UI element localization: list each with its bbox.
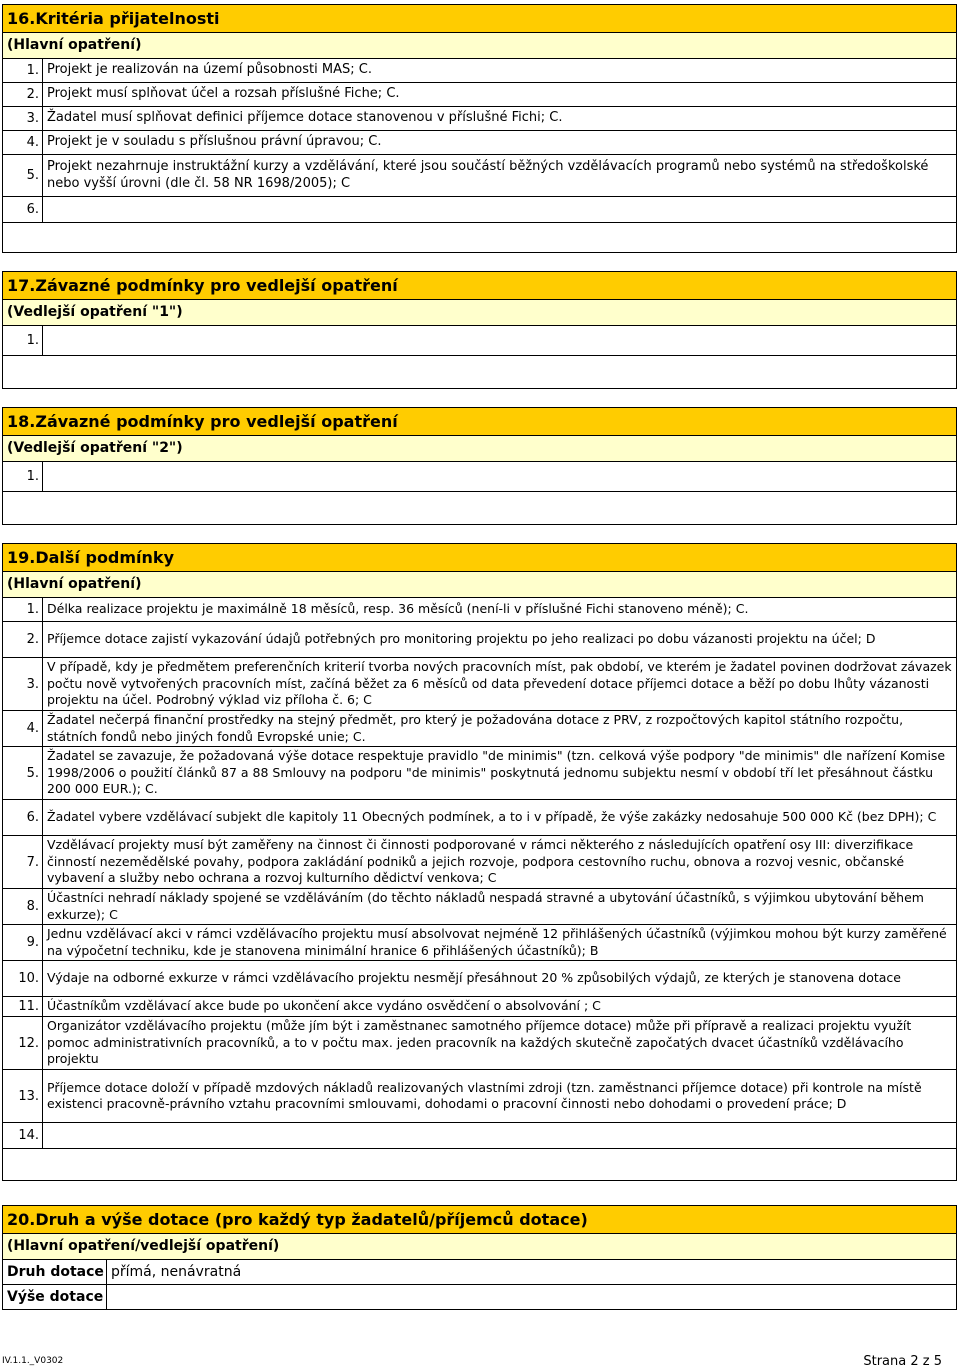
row-text: [43, 462, 956, 491]
row-number: 11.: [3, 997, 43, 1016]
section-18: [2, 407, 957, 525]
row-text: Projekt je v souladu s příslušnou právní úpravou; C.: [47, 134, 382, 150]
section-20-title: 20.Druh a výše dotace (pro každý typ žadatelů/příjemců dotace): [2, 1205, 957, 1234]
row-number: 1.: [3, 59, 43, 82]
section-17: [2, 271, 957, 389]
row-number: 2.: [3, 622, 43, 657]
row-text: Žadatel se zavazuje, že požadovaná výše dotace respektuje pravidlo "de minimis" (tzn. celková výše podpory "de minimis" dle nařízení Komise 1998/2006 o použití článků 87 a 88 Smlouvy na podporu "de minimis" poskytnutá jednomu subjektu nesmí v období tří let přesáhnout částku 200 000 EUR.); C.: [47, 748, 946, 797]
table-row: [2, 83, 957, 107]
row-text: Účastníci nehradí náklady spojené se vzděláváním (do těchto nákladů nespadá stravné a ubytování účastníků, s výjimkou ubytování během exkurze); C: [47, 890, 924, 922]
blank-row: [2, 223, 957, 253]
table-row: [2, 155, 957, 197]
row-number: 5.: [3, 155, 43, 196]
section-16-subtitle: (Hlavní opatření): [2, 33, 957, 59]
row-number: 14.: [3, 1123, 43, 1148]
row-text: Příjemce dotace zajistí vykazování údajů potřebných pro monitoring projektu po jeho realizaci po dobu vázanosti projektu na účel; D: [47, 631, 876, 647]
table-row: [2, 462, 957, 492]
table-row: [2, 326, 957, 356]
section-17-title: 17.Závazné podmínky pro vedlejší opatření: [2, 271, 957, 300]
vyse-dotace-label: Výše dotace: [3, 1285, 107, 1309]
table-row: [2, 889, 957, 925]
table-row: [2, 961, 957, 997]
table-row: [2, 747, 957, 800]
section-20: [2, 1205, 957, 1310]
section-19-title: 19.Další podmínky: [2, 543, 957, 572]
row-number: 1.: [3, 326, 43, 355]
table-row: [2, 197, 957, 223]
vyse-dotace-value: [107, 1285, 956, 1309]
row-number: 6.: [3, 197, 43, 222]
row-number: 1.: [3, 598, 43, 621]
section-20-subtitle: (Hlavní opatření/vedlejší opatření): [2, 1234, 957, 1260]
row-text: [43, 1123, 956, 1148]
row-number: 6.: [3, 800, 43, 835]
row-text: Žadatel vybere vzdělávací subjekt dle kapitoly 11 Obecných podmínek, a to i v případě, že výše zakázky nedosahuje 500 000 Kč (bez DPH); C: [47, 809, 937, 825]
row-text: Projekt musí splňovat účel a rozsah příslušné Fiche; C.: [47, 86, 400, 102]
row-text: Příjemce dotace doloží v případě mzdových nákladů realizovaných vlastními zdroji (tzn. zaměstnanci příjemce dotace) při kontrole na místě existenci pracovně-právního vztahu pracovními smlouvami, dohodami o pracovní činnosti nebo dohodami o provedení práce; D: [47, 1079, 922, 1111]
row-text: Účastníkům vzdělávací akce bude po ukončení akce vydáno osvědčení o absolvování ; C: [47, 998, 601, 1014]
row-number: 8.: [3, 889, 43, 924]
section-18-subtitle: (Vedlejší opatření "2"): [2, 436, 957, 462]
vyse-dotace-row: [2, 1285, 957, 1310]
row-text: Délka realizace projektu je maximálně 18 měsíců, resp. 36 měsíců (není-li v příslušné Fichi stanoveno méně); C.: [47, 601, 749, 617]
row-number: 2.: [3, 83, 43, 106]
row-text: Vzdělávací projekty musí být zaměřeny na činnost či činnosti podporované v rámci některého z následujících opatření osy III: diverzifikace činností nezemědělské povahy, podpora zakládání podniků a jejich rozvoje, podpora cestovního ruchu, obnova a rozvoj vesnic, občanské vybavení a služby nebo ochrana a rozvoj kulturního dědictví venkova; C: [47, 837, 914, 886]
table-row: [2, 59, 957, 83]
blank-row: [2, 492, 957, 525]
blank-row: [2, 1149, 957, 1181]
row-number: 9.: [3, 925, 43, 960]
row-number: 4.: [3, 711, 43, 746]
table-row: [2, 131, 957, 155]
row-text: [43, 326, 956, 355]
row-text: V případě, kdy je předmětem preferenčních kriterií tvorba nových pracovních míst, pak období, ve kterém je žadatel povinen dodržovat závazek počtu nově vytvořených pracovních míst, začíná běžet za 6 měsíců od data převedení dotace příjemci dotace a běží po dobu lhůty vázanosti projektu na účel. Podrobný výklad viz příloha č. 6; C: [47, 659, 952, 708]
table-row: [2, 925, 957, 961]
table-row: [2, 598, 957, 622]
row-text: Žadatel nečerpá finanční prostředky na stejný předmět, pro který je požadována dotace z PRV, z rozpočtových kapitol státního rozpočtu, státních fondů nebo jiných fondů Evropské unie; C.: [47, 712, 904, 744]
druh-dotace-value: přímá, nenávratná: [111, 1264, 242, 1280]
table-row: [2, 711, 957, 747]
table-row: [2, 107, 957, 131]
section-16-title: 16.Kritéria přijatelnosti: [2, 4, 957, 33]
row-number: 10.: [3, 961, 43, 996]
druh-dotace-row: [2, 1260, 957, 1285]
row-text: Žadatel musí splňovat definici příjemce dotace stanovenou v příslušné Fichi; C.: [47, 110, 563, 126]
row-text: Organizátor vzdělávacího projektu (může jím být i zaměstnanec samotného příjemce dotace) může při přípravě a realizaci projektu využít pomoc administrativních pracovníků, a to v počtu max. jeden pracovník na každých skutečně započatých dvacet účastníků vzdělávacího projektu: [47, 1018, 912, 1067]
table-row: [2, 836, 957, 889]
table-row: [2, 1123, 957, 1149]
blank-row: [2, 356, 957, 389]
row-number: 4.: [3, 131, 43, 154]
table-row: [2, 658, 957, 711]
row-text: [43, 197, 956, 222]
section-18-title: 18.Závazné podmínky pro vedlejší opatření: [2, 407, 957, 436]
row-number: 12.: [3, 1017, 43, 1069]
table-row: [2, 997, 957, 1017]
row-number: 3.: [3, 107, 43, 130]
table-row: [2, 1070, 957, 1123]
row-text: Projekt nezahrnuje instruktážní kurzy a vzdělávání, které jsou součástí běžných vzdělávacích programů nebo systémů na středoškolské nebo vyšší úrovni (dle čl. 58 NR 1698/2005); C: [47, 159, 929, 191]
document-code: IV.1.1._V0302: [2, 1356, 64, 1366]
table-row: [2, 1017, 957, 1070]
row-text: Jednu vzdělávací akci v rámci vzdělávacího projektu musí absolvovat nejméně 12 přihlášených účastníků (výjimkou mohou být kurzy zaměřené na výpočetní techniku, kde je stanovena minimální hranice 6 přihlášených účastníků); B: [47, 926, 947, 958]
page-number: Strana 2 z 5: [863, 1354, 942, 1369]
row-text: Projekt je realizován na území působnosti MAS; C.: [47, 62, 372, 78]
druh-dotace-label: Druh dotace: [3, 1260, 107, 1284]
row-number: 3.: [3, 658, 43, 710]
row-number: 7.: [3, 836, 43, 888]
section-16: [2, 4, 957, 253]
row-number: 13.: [3, 1070, 43, 1122]
section-17-subtitle: (Vedlejší opatření "1"): [2, 300, 957, 326]
table-row: [2, 622, 957, 658]
row-text: Výdaje na odborné exkurze v rámci vzdělávacího projektu nesmějí přesáhnout 20 % způsobilých výdajů, ze kterých je stanovena dotace: [47, 970, 901, 986]
section-19-subtitle: (Hlavní opatření): [2, 572, 957, 598]
row-number: 5.: [3, 747, 43, 799]
table-row: [2, 800, 957, 836]
row-number: 1.: [3, 462, 43, 491]
section-19: [2, 543, 957, 1181]
